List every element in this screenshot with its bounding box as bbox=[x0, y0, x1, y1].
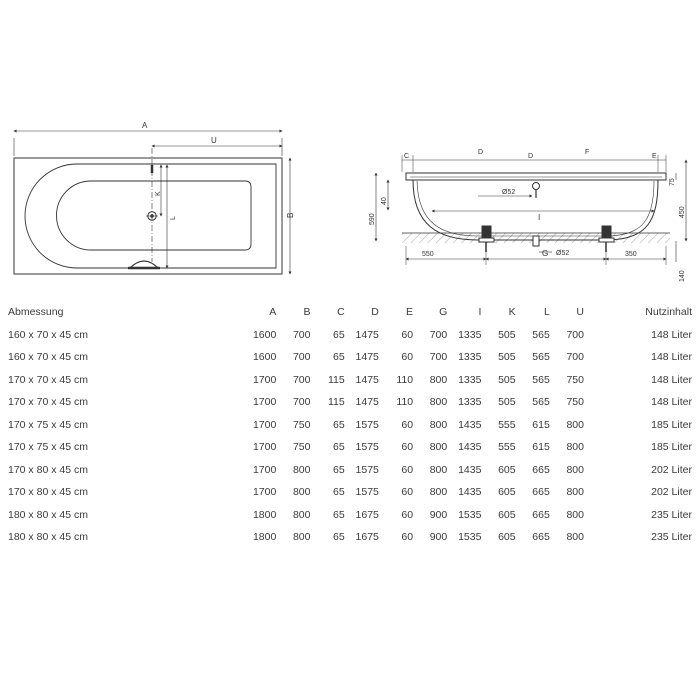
table-header-row bbox=[8, 301, 692, 324]
cell-G: 700 bbox=[429, 328, 448, 341]
left-foot-icon bbox=[479, 226, 494, 252]
cell-dimension: 170 x 80 x 45 cm bbox=[8, 463, 88, 476]
cell-U: 700 bbox=[566, 328, 584, 341]
cell-I: 1535 bbox=[458, 531, 482, 544]
label-450: 450 bbox=[679, 206, 686, 218]
tub-rim bbox=[406, 173, 666, 180]
table-row bbox=[8, 414, 692, 437]
cell-G: 800 bbox=[429, 418, 448, 431]
table-row bbox=[8, 526, 692, 549]
cell-B: 700 bbox=[292, 396, 311, 409]
cell-C: 65 bbox=[333, 463, 345, 476]
right-foot-icon bbox=[599, 226, 614, 252]
dimension-table bbox=[8, 301, 692, 549]
cell-B: 700 bbox=[292, 351, 311, 364]
cell-A: 1600 bbox=[252, 351, 277, 364]
header-col-B: B bbox=[303, 306, 311, 319]
header-dimension: Abmessung bbox=[8, 306, 64, 319]
label-diameter-bottom: Ø52 bbox=[556, 250, 570, 257]
label-F: F bbox=[585, 149, 590, 156]
cell-A: 1700 bbox=[252, 441, 277, 454]
cell-dimension: 180 x 80 x 45 cm bbox=[8, 531, 88, 544]
cell-U: 750 bbox=[566, 396, 584, 409]
cell-U: 750 bbox=[566, 373, 584, 386]
cell-E: 60 bbox=[401, 508, 414, 521]
side-view-drawing bbox=[376, 155, 686, 265]
header-col-D: D bbox=[371, 306, 379, 319]
cell-G: 900 bbox=[429, 531, 448, 544]
cell-L: 665 bbox=[532, 486, 550, 499]
cell-A: 1700 bbox=[252, 396, 277, 409]
cell-I: 1335 bbox=[458, 373, 482, 386]
cell-volume: 148 Liter bbox=[651, 351, 692, 364]
cell-G: 800 bbox=[429, 396, 448, 409]
label-diameter-top: Ø52 bbox=[502, 189, 516, 196]
cell-D: 1475 bbox=[355, 396, 379, 409]
cell-I: 1335 bbox=[458, 396, 482, 409]
cell-volume: 235 Liter bbox=[651, 508, 692, 521]
cell-U: 800 bbox=[566, 418, 584, 431]
cell-B: 750 bbox=[292, 418, 311, 431]
cell-D: 1475 bbox=[355, 328, 379, 341]
cell-volume: 148 Liter bbox=[651, 328, 692, 341]
cell-B: 800 bbox=[292, 531, 311, 544]
header-col-G: G bbox=[439, 306, 448, 319]
header-col-U: U bbox=[576, 306, 584, 319]
cell-K: 505 bbox=[498, 351, 516, 364]
cell-B: 800 bbox=[292, 508, 311, 521]
technical-drawings bbox=[0, 0, 700, 300]
cell-dimension: 170 x 80 x 45 cm bbox=[8, 486, 88, 499]
cell-D: 1475 bbox=[355, 351, 379, 364]
cell-A: 1700 bbox=[252, 418, 277, 431]
cell-C: 65 bbox=[333, 328, 345, 341]
cell-B: 700 bbox=[292, 373, 311, 386]
cell-L: 565 bbox=[532, 396, 550, 409]
cell-E: 60 bbox=[401, 531, 414, 544]
cell-D: 1575 bbox=[355, 418, 379, 431]
cell-A: 1700 bbox=[252, 486, 277, 499]
cell-E: 60 bbox=[401, 486, 414, 499]
label-A: A bbox=[142, 121, 148, 130]
label-G: G bbox=[542, 249, 549, 258]
header-col-A: A bbox=[269, 306, 277, 319]
cell-L: 565 bbox=[532, 328, 550, 341]
label-E: E bbox=[652, 153, 657, 160]
table-row bbox=[8, 346, 692, 369]
cell-K: 555 bbox=[498, 441, 516, 454]
label-L: L bbox=[170, 216, 177, 220]
cell-I: 1435 bbox=[458, 486, 482, 499]
table-row bbox=[8, 324, 692, 347]
label-75: 75 bbox=[669, 178, 676, 186]
cell-U: 800 bbox=[566, 441, 584, 454]
cell-K: 505 bbox=[498, 328, 516, 341]
cell-I: 1535 bbox=[458, 508, 482, 521]
header-col-C: C bbox=[337, 306, 345, 319]
cell-volume: 185 Liter bbox=[651, 418, 692, 431]
cell-A: 1700 bbox=[252, 463, 277, 476]
cell-I: 1435 bbox=[458, 463, 482, 476]
cell-volume: 148 Liter bbox=[651, 396, 692, 409]
table-row bbox=[8, 481, 692, 504]
cell-D: 1575 bbox=[355, 486, 379, 499]
label-140: 140 bbox=[679, 270, 686, 282]
overflow-fitting-icon bbox=[533, 183, 540, 190]
cell-dimension: 170 x 75 x 45 cm bbox=[8, 441, 88, 454]
cell-B: 750 bbox=[292, 441, 311, 454]
header-col-L: L bbox=[543, 306, 550, 319]
cell-dimension: 170 x 70 x 45 cm bbox=[8, 373, 88, 386]
cell-A: 1600 bbox=[252, 328, 277, 341]
cell-E: 60 bbox=[401, 463, 414, 476]
cell-U: 700 bbox=[566, 351, 584, 364]
cell-D: 1575 bbox=[355, 463, 379, 476]
cell-A: 1800 bbox=[252, 531, 277, 544]
cell-I: 1335 bbox=[458, 351, 482, 364]
cell-B: 800 bbox=[292, 486, 311, 499]
cell-E: 60 bbox=[401, 441, 414, 454]
cell-D: 1675 bbox=[355, 508, 379, 521]
cell-D: 1475 bbox=[355, 373, 379, 386]
cell-volume: 202 Liter bbox=[651, 486, 692, 499]
label-590: 590 bbox=[369, 213, 376, 225]
cell-L: 565 bbox=[532, 373, 550, 386]
cell-L: 615 bbox=[532, 441, 550, 454]
cell-C: 65 bbox=[333, 351, 345, 364]
cell-volume: 148 Liter bbox=[651, 373, 692, 386]
cell-K: 505 bbox=[498, 373, 516, 386]
cell-K: 555 bbox=[498, 418, 516, 431]
table-row bbox=[8, 369, 692, 392]
cell-dimension: 170 x 75 x 45 cm bbox=[8, 418, 88, 431]
cell-I: 1435 bbox=[458, 418, 482, 431]
cell-C: 115 bbox=[327, 396, 345, 409]
label-40: 40 bbox=[381, 197, 388, 205]
drain-pipe-icon bbox=[533, 236, 539, 246]
cell-C: 65 bbox=[333, 441, 345, 454]
label-I: I bbox=[538, 213, 541, 222]
cell-B: 800 bbox=[292, 463, 311, 476]
table-row bbox=[8, 436, 692, 459]
cell-volume: 185 Liter bbox=[651, 441, 692, 454]
cell-D: 1575 bbox=[355, 441, 379, 454]
cell-G: 900 bbox=[429, 508, 448, 521]
header-col-E: E bbox=[406, 306, 414, 319]
cell-E: 60 bbox=[401, 351, 414, 364]
cell-G: 800 bbox=[429, 441, 448, 454]
cell-dimension: 160 x 70 x 45 cm bbox=[8, 328, 88, 341]
header-col-K: K bbox=[508, 306, 516, 319]
table-row bbox=[8, 504, 692, 527]
cell-K: 605 bbox=[498, 508, 516, 521]
cell-dimension: 170 x 70 x 45 cm bbox=[8, 396, 88, 409]
cell-G: 800 bbox=[429, 486, 448, 499]
cell-E: 110 bbox=[396, 373, 414, 386]
cell-G: 700 bbox=[429, 351, 448, 364]
cell-U: 800 bbox=[566, 463, 584, 476]
label-D-center: D bbox=[528, 153, 534, 160]
cell-volume: 235 Liter bbox=[651, 531, 692, 544]
cell-C: 65 bbox=[333, 531, 345, 544]
cell-G: 800 bbox=[429, 373, 448, 386]
cell-L: 665 bbox=[532, 531, 550, 544]
table-row bbox=[8, 391, 692, 414]
cell-E: 60 bbox=[401, 418, 414, 431]
cell-K: 605 bbox=[498, 531, 516, 544]
cell-D: 1675 bbox=[355, 531, 379, 544]
cell-A: 1700 bbox=[252, 373, 277, 386]
cell-E: 110 bbox=[396, 396, 414, 409]
cell-C: 65 bbox=[333, 418, 345, 431]
label-U: U bbox=[211, 136, 217, 145]
cell-C: 65 bbox=[333, 508, 345, 521]
table-row bbox=[8, 459, 692, 482]
cell-A: 1800 bbox=[252, 508, 277, 521]
bathtub-basin-floor bbox=[57, 181, 252, 250]
cell-I: 1435 bbox=[458, 441, 482, 454]
cell-volume: 202 Liter bbox=[651, 463, 692, 476]
cell-K: 505 bbox=[498, 396, 516, 409]
header-col-I: I bbox=[478, 306, 482, 319]
cell-L: 615 bbox=[532, 418, 550, 431]
cell-L: 665 bbox=[532, 508, 550, 521]
label-350: 350 bbox=[625, 251, 637, 258]
cell-U: 800 bbox=[566, 508, 584, 521]
label-C: C bbox=[404, 153, 410, 160]
cell-K: 605 bbox=[498, 463, 516, 476]
cell-B: 700 bbox=[292, 328, 311, 341]
cell-dimension: 160 x 70 x 45 cm bbox=[8, 351, 88, 364]
label-B: B bbox=[286, 212, 295, 218]
cell-L: 665 bbox=[532, 463, 550, 476]
cell-E: 60 bbox=[401, 328, 414, 341]
cell-U: 800 bbox=[566, 531, 584, 544]
cell-L: 565 bbox=[532, 351, 550, 364]
cell-K: 605 bbox=[498, 486, 516, 499]
cell-U: 800 bbox=[566, 486, 584, 499]
top-view-drawing bbox=[14, 131, 290, 274]
cell-I: 1335 bbox=[458, 328, 482, 341]
cell-G: 800 bbox=[429, 463, 448, 476]
label-K: K bbox=[155, 191, 162, 196]
label-D-left: D bbox=[478, 149, 484, 156]
cell-C: 65 bbox=[333, 486, 345, 499]
cell-C: 115 bbox=[327, 373, 345, 386]
header-volume: Nutzinhalt bbox=[645, 306, 692, 319]
cell-dimension: 180 x 80 x 45 cm bbox=[8, 508, 88, 521]
label-550: 550 bbox=[422, 251, 434, 258]
